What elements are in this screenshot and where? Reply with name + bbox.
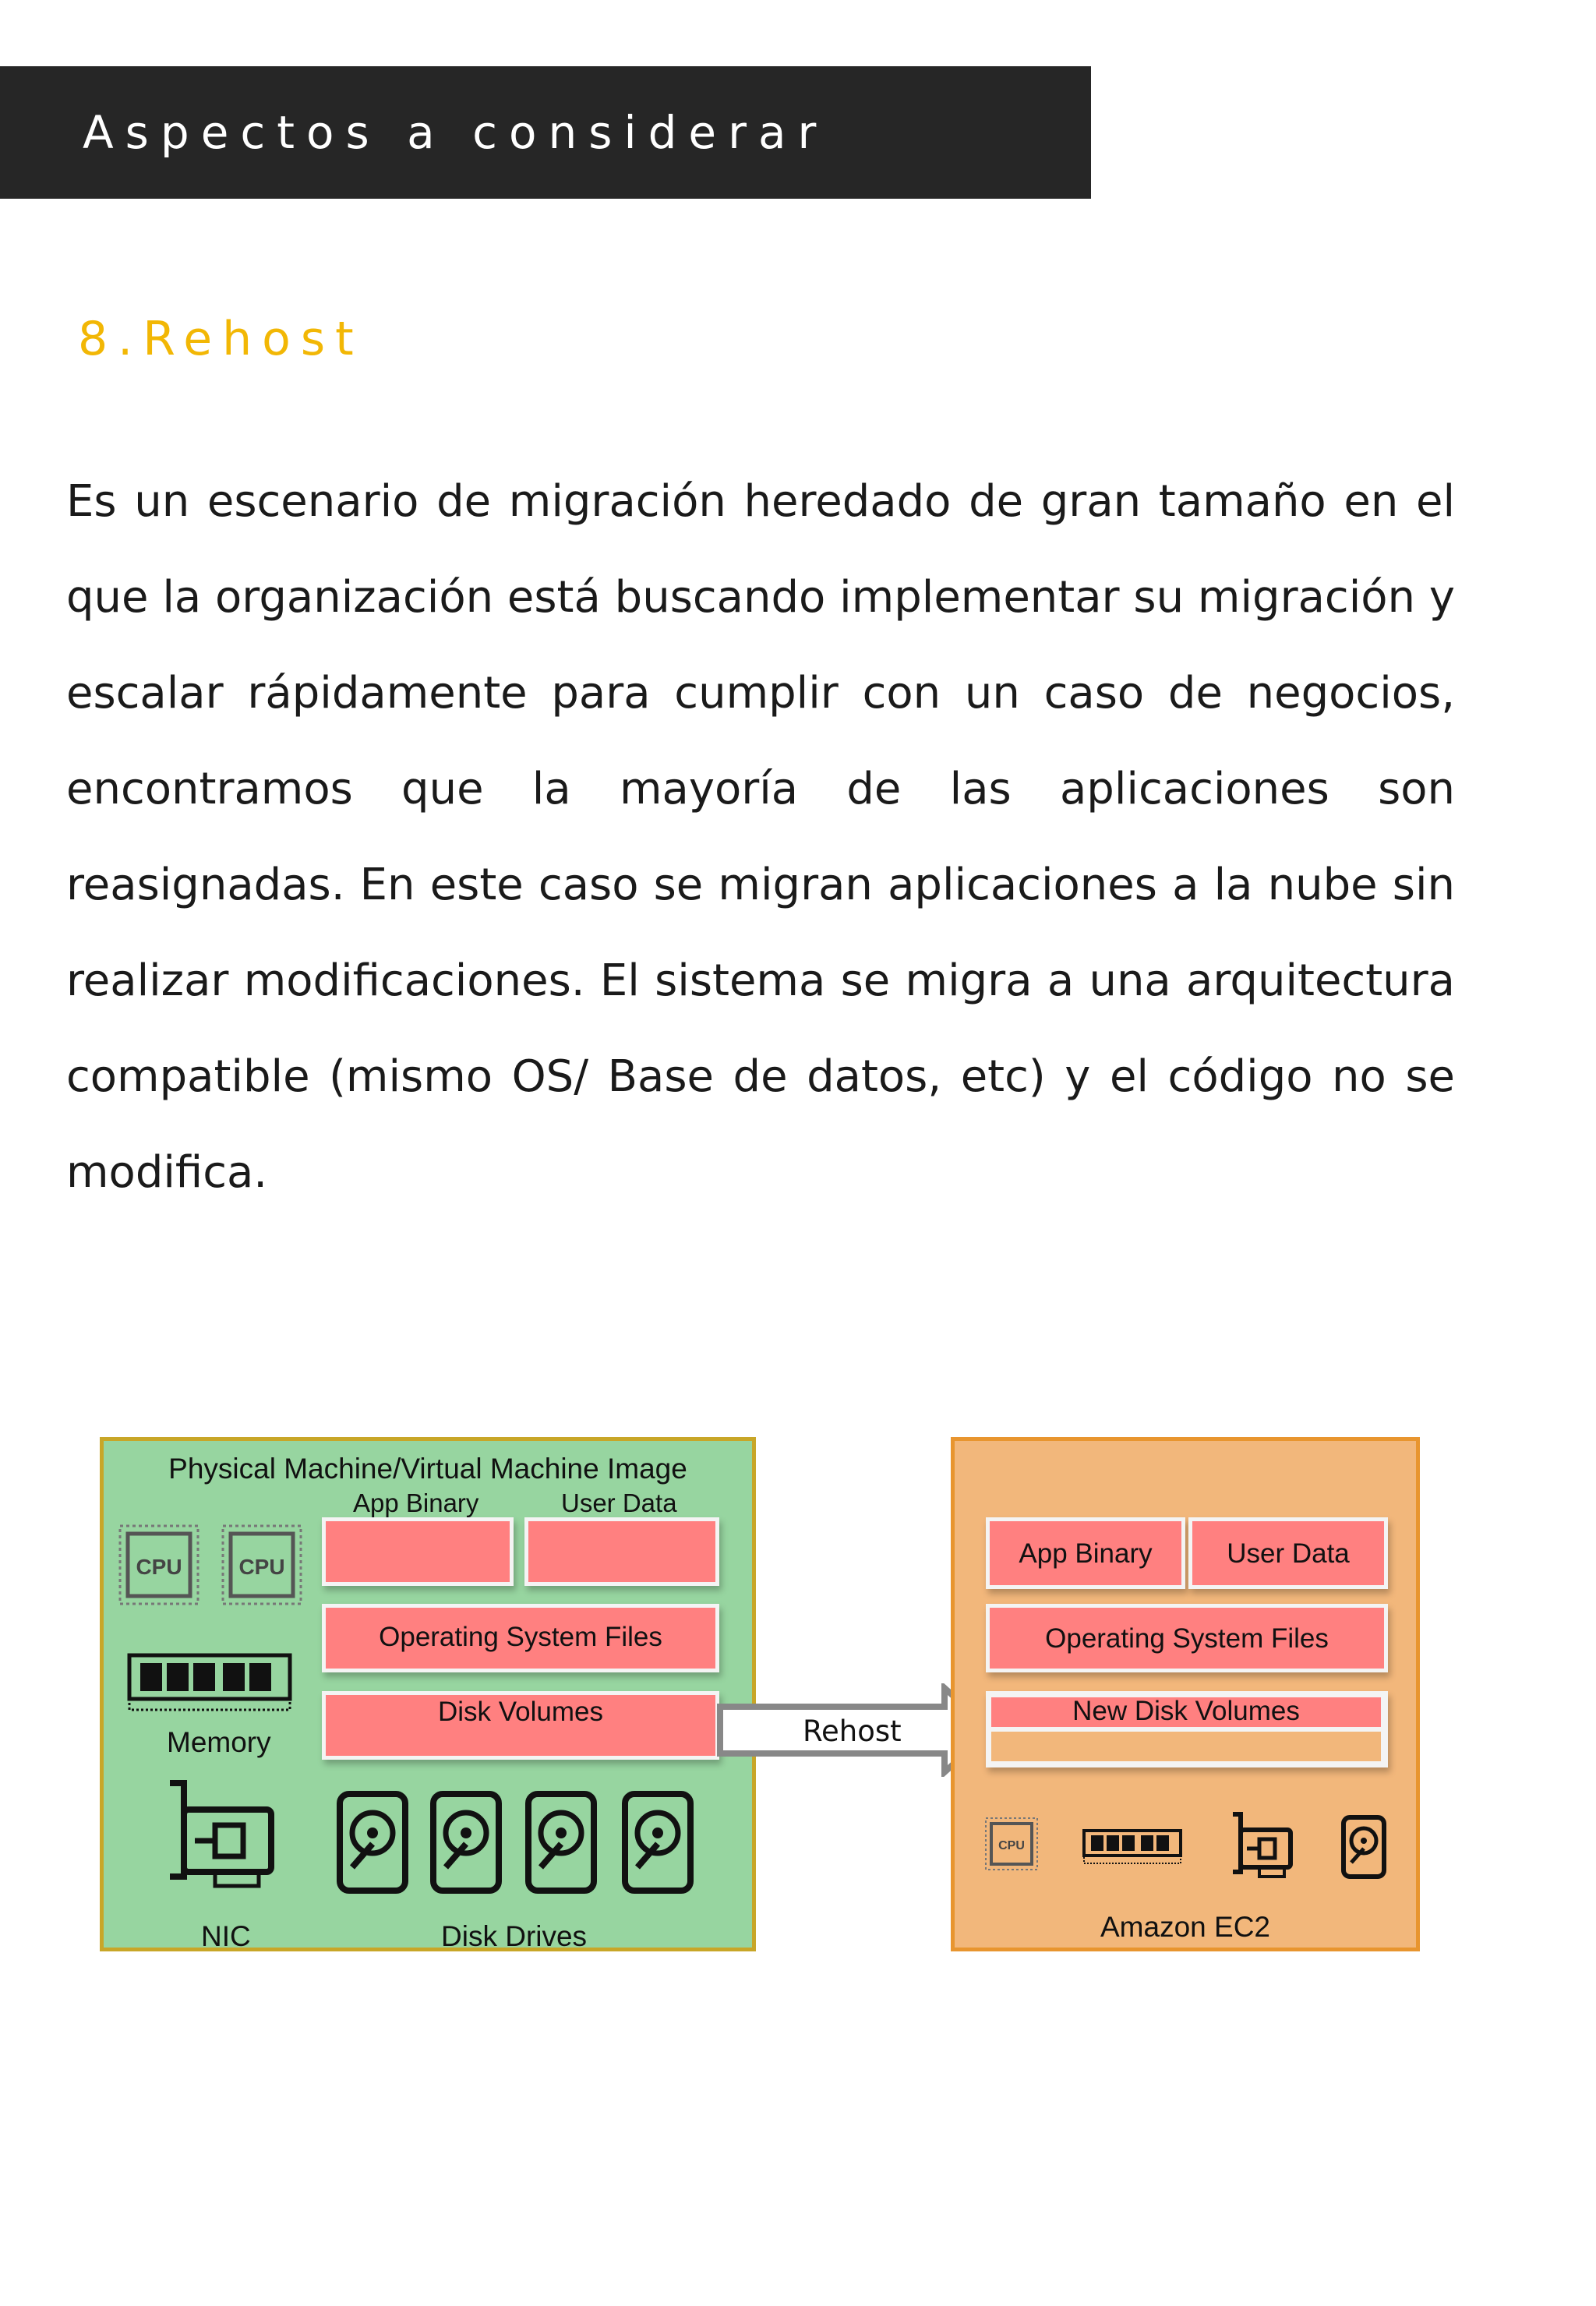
- source-os-files-layer: [326, 1608, 715, 1669]
- hard-drive-icon-4: [620, 1789, 695, 1895]
- network-card-icon: [164, 1778, 281, 1894]
- ec2-os-files-label: Operating System Files: [1045, 1623, 1329, 1654]
- cpu-label: CPU: [136, 1555, 182, 1579]
- rehost-arrow-label: Rehost: [803, 1714, 902, 1748]
- header-title: Aspectos a considerar: [83, 106, 828, 159]
- ec2-disk-volumes-layer: [991, 1697, 1381, 1727]
- ec2-disk-volumes-free-space: [991, 1732, 1381, 1761]
- ec2-cpu-icon: [983, 1816, 1040, 1872]
- ec2-user-data-layer: [1192, 1521, 1384, 1585]
- memory-label: Memory: [167, 1726, 271, 1758]
- hard-drive-icon-3: [524, 1789, 598, 1895]
- cpu-label-2: CPU: [238, 1555, 285, 1579]
- ec2-disk-icon: [1340, 1814, 1387, 1880]
- cpu-chip-icon: [115, 1521, 203, 1609]
- nic-label: NIC: [201, 1920, 251, 1952]
- header-bar: [0, 66, 1091, 199]
- source-os-files-label: Operating System Files: [379, 1622, 662, 1652]
- ec2-app-binary-layer: [990, 1521, 1181, 1585]
- ec2-memory-icon: [1082, 1828, 1183, 1867]
- ec2-cpu-label: CPU: [998, 1839, 1025, 1852]
- source-user-data-layer: [528, 1521, 715, 1582]
- memory-module-icon: [126, 1652, 293, 1714]
- source-disk-volumes-layer: [326, 1695, 715, 1756]
- source-user-data-label: User Data: [561, 1488, 677, 1517]
- body-paragraph: Es un escenario de migración heredado de gran tamaño en el que la organización está buscando implementar su migración y escalar rápidamente para cumplir con un caso de negocios, encontramos que la mayoría de las aplicaciones son reasignadas. En este caso se migran aplicaciones a la nube sin realizar modificaciones. El sistema se migra a una arquitectura compatible (mismo OS/ Base de datos, etc) y el código no se modifica.: [66, 476, 1455, 1198]
- ec2-app-binary-label: App Binary: [1019, 1538, 1153, 1569]
- hard-drive-icon: [335, 1789, 410, 1895]
- section-title: 8.Rehost: [78, 312, 364, 366]
- ec2-user-data-label: User Data: [1227, 1538, 1350, 1569]
- ec2-nic-icon: [1230, 1811, 1295, 1881]
- ec2-name-label: Amazon EC2: [1100, 1911, 1270, 1943]
- source-app-binary-label: App Binary: [353, 1488, 479, 1517]
- hard-drive-icon-2: [429, 1789, 503, 1895]
- source-app-binary-layer: [326, 1521, 510, 1582]
- ec2-os-files-layer: [990, 1608, 1384, 1669]
- source-title: Physical Machine/Virtual Machine Image: [168, 1453, 687, 1485]
- ec2-disk-volumes-label: New Disk Volumes: [1072, 1696, 1300, 1726]
- cpu-chip-icon-2: [218, 1521, 305, 1609]
- disk-drives-label: Disk Drives: [441, 1920, 588, 1952]
- source-disk-volumes-label: Disk Volumes: [437, 1697, 604, 1727]
